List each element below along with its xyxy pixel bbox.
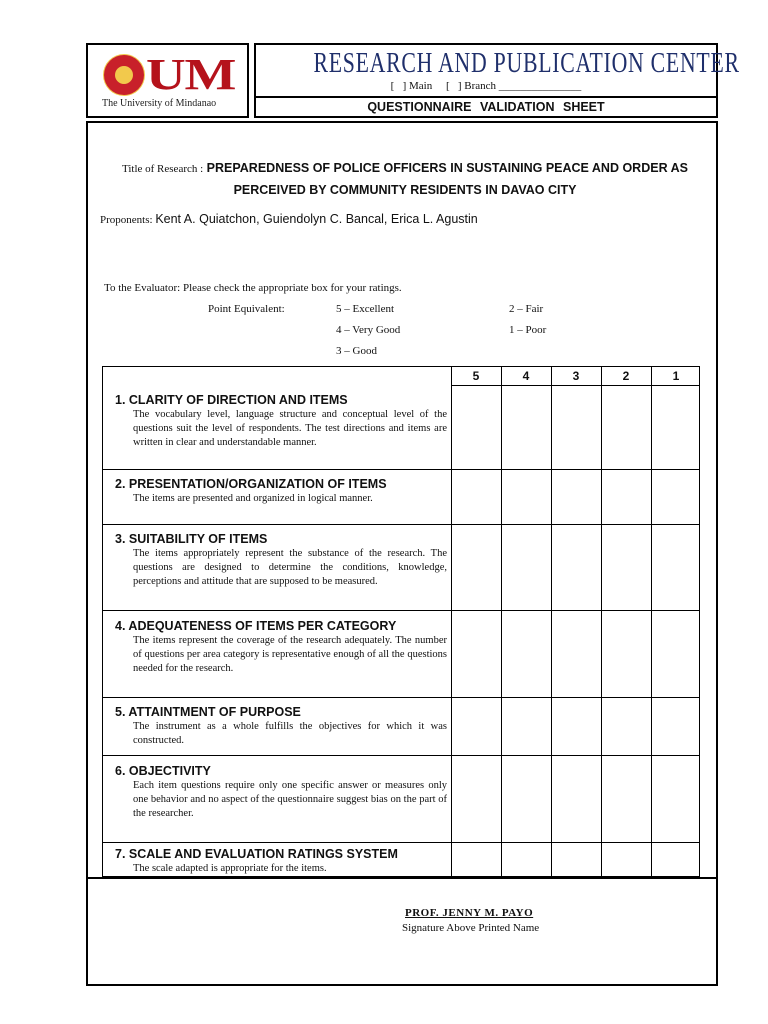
criterion-desc: The vocabulary level, language structure and conceptual level of the questions suit the level of respondents. The test directions and items are written in clear and understandable manner. xyxy=(133,409,447,448)
criterion-title: 7. SCALE AND EVALUATION RATINGS SYSTEM xyxy=(115,847,398,861)
scale-4: 4 – Very Good xyxy=(336,324,401,336)
criterion-desc: Each item questions require only one specific answer or measures only one behavior and no aspect of the questionnaire suggest bias on the part of the researcher. xyxy=(133,780,447,819)
research-title-label: Title of Research : xyxy=(122,163,204,175)
point-equivalent-label: Point Equivalent: xyxy=(208,303,285,315)
criterion-6 xyxy=(115,763,447,821)
criterion-title: 2. PRESENTATION/ORGANIZATION OF ITEMS xyxy=(115,477,387,491)
criterion-title: 6. OBJECTIVITY xyxy=(115,764,211,778)
criterion-title: 5. ATTAINTMENT OF PURPOSE xyxy=(115,705,301,719)
scale-2: 2 – Fair xyxy=(509,303,544,315)
col-header-2: 2 xyxy=(622,369,630,383)
sheet-title: QUESTIONNAIRE VALIDATION SHEET xyxy=(367,100,605,114)
rating-cell[interactable] xyxy=(502,386,551,469)
signature-divider xyxy=(86,877,718,879)
center-name: RESEARCH AND PUBLICATION CENTER xyxy=(313,47,740,79)
logo-subtitle: The University of Mindanao xyxy=(102,98,217,109)
col-header-3: 3 xyxy=(572,369,580,383)
criterion-title: 1. CLARITY OF DIRECTION AND ITEMS xyxy=(115,393,348,407)
criterion-2 xyxy=(115,476,447,506)
rating-cell[interactable] xyxy=(452,386,501,469)
scale-1: 1 – Poor xyxy=(509,324,547,336)
branch-line: [ ] Main [ ] Branch _______________ xyxy=(390,80,582,92)
logo-box xyxy=(86,43,249,118)
criterion-title: 3. SUITABILITY OF ITEMS xyxy=(115,532,268,546)
proponents xyxy=(100,212,478,226)
rating-cell[interactable] xyxy=(652,386,701,469)
criterion-title: 4. ADEQUATENESS OF ITEMS PER CATEGORY xyxy=(115,619,397,633)
criterion-4 xyxy=(115,618,447,676)
criterion-3 xyxy=(115,531,447,589)
proponents-value: Kent A. Quiatchon, Guiendolyn C. Bancal, Erica L. Agustin xyxy=(155,212,478,226)
university-seal-icon xyxy=(106,57,142,93)
rating-cell[interactable] xyxy=(552,386,601,469)
header-title-box xyxy=(254,43,740,118)
signature-label: Signature Above Printed Name xyxy=(402,922,540,934)
evaluator-instruction: To the Evaluator: Please check the appropriate box for your ratings. xyxy=(104,282,402,294)
research-title xyxy=(100,158,710,201)
rating-cell[interactable] xyxy=(602,386,651,469)
scale-5: 5 – Excellent xyxy=(336,303,395,315)
criterion-5 xyxy=(115,704,447,748)
signatory-name: PROF. JENNY M. PAYO xyxy=(405,907,534,919)
criterion-desc: The items are presented and organized in logical manner. xyxy=(133,493,373,504)
criterion-desc: The scale adapted is appropriate for the items. xyxy=(133,863,327,874)
scale-3: 3 – Good xyxy=(336,345,377,357)
criterion-desc: The instrument as a whole fulfills the objectives for which it was constructed. xyxy=(133,721,447,746)
col-header-1: 1 xyxy=(672,369,680,383)
criterion-desc: The items appropriately represent the substance of the research. The questions are designed to determine the conditions, knowledge, perceptions and attitude that are supposed to be measured. xyxy=(133,548,447,587)
col-header-5: 5 xyxy=(472,369,480,383)
criterion-desc: The items represent the coverage of the research adequately. The number of questions per area category is representative enough of all the questions needed for the research. xyxy=(133,635,447,674)
col-header-4: 4 xyxy=(522,369,530,383)
criterion-1 xyxy=(115,392,447,450)
criterion-7 xyxy=(115,846,447,876)
proponents-label: Proponents: xyxy=(100,214,153,226)
research-title-value: PREPAREDNESS OF POLICE OFFICERS IN SUSTAINING PEACE AND ORDER AS PERCEIVED BY COMMUNITY RESIDENTS IN DAVAO CITY xyxy=(206,161,688,197)
rating-table xyxy=(102,366,700,877)
logo-mark: UM xyxy=(146,50,236,99)
